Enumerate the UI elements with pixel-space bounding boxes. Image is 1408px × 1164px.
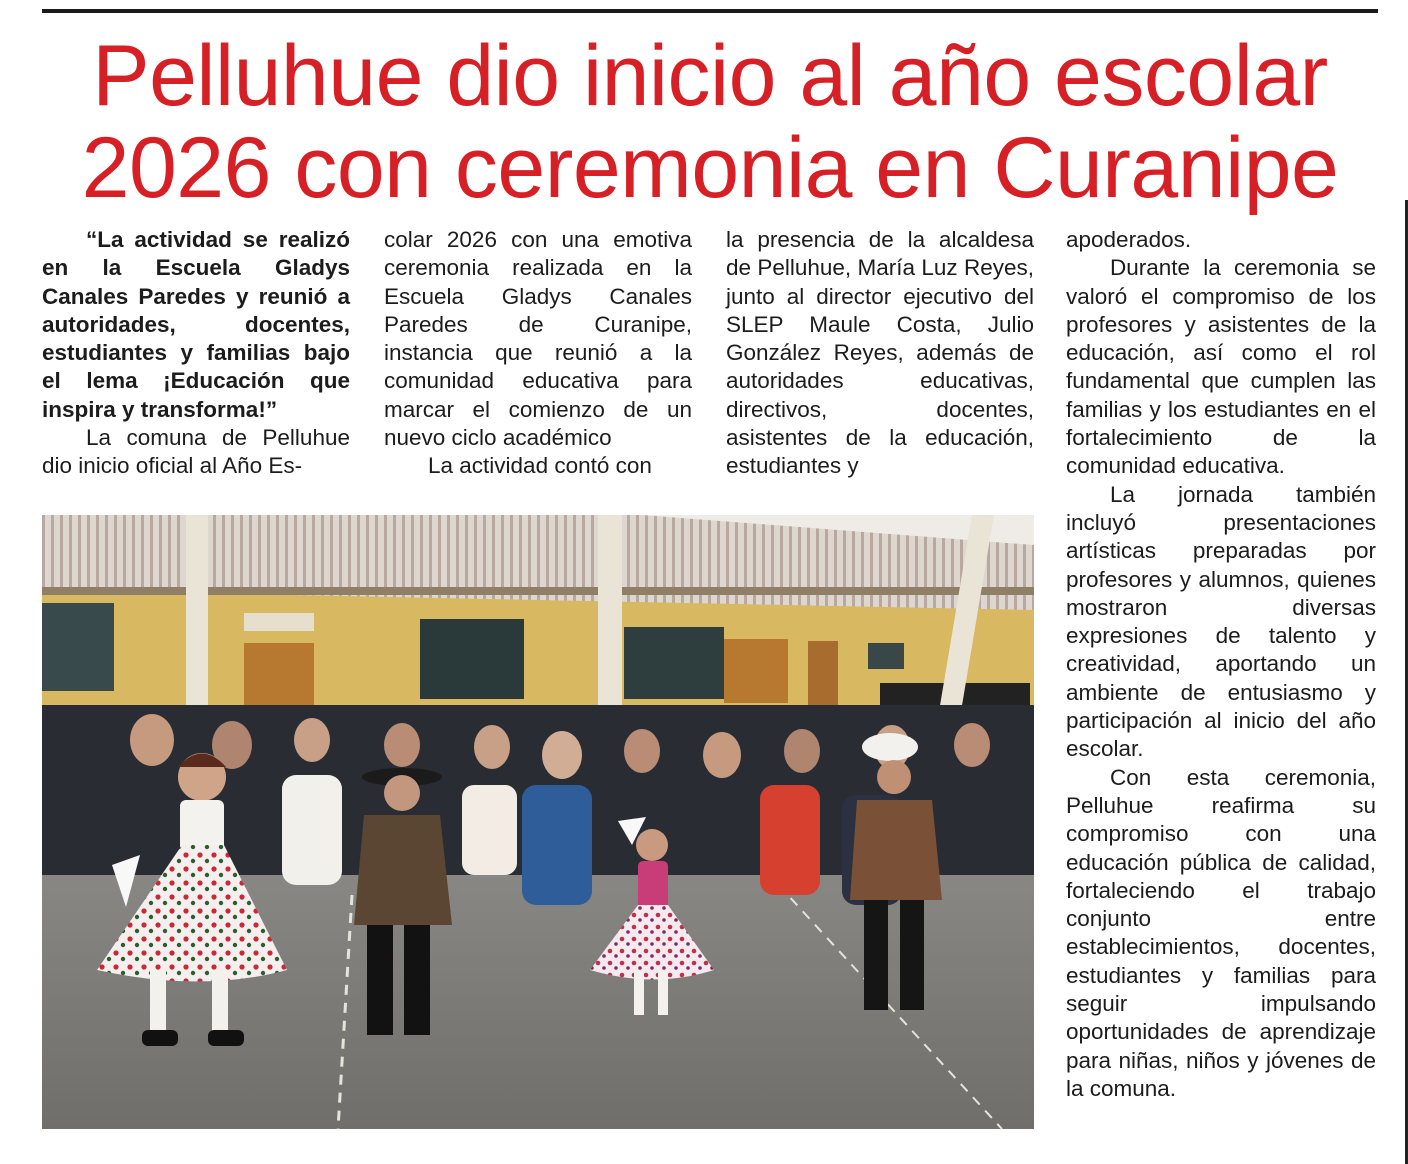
ceremony-photo [42, 515, 1034, 1129]
body-paragraph: la presencia de la alcaldesa de Pelluhue, María Luz Reyes, junto al director ejecutivo del SLEP Maule Costa, Julio González Reyes, además de autoridades educativas, directivos, docentes, asistentes de la educación, estudiantes y [726, 227, 1034, 479]
column-1 [42, 226, 350, 481]
body-paragraph: La comuna de Pelluhue dio inicio oficial al Año Es- [42, 425, 350, 479]
article-headline: Pelluhue dio inicio al año escolar 2026 con ceremonia en Curanipe [81, 28, 1339, 216]
column-2 [384, 226, 692, 481]
column-4 [1066, 226, 1376, 1103]
column-3 [726, 226, 1034, 481]
body-paragraph: Con esta ceremonia, Pelluhue reafirma su compromiso con una educación pública de calidad, fortaleciendo el trabajo conjunto entre establecimientos, docentes, estudiantes y familias para seguir impulsando oportunidades de aprendizaje para niñas, niños y jóvenes de la comuna. [1066, 764, 1376, 1101]
top-rule [42, 9, 1378, 13]
body-paragraph: apoderados. [1066, 227, 1192, 252]
body-paragraph: La jornada también incluyó presentaciones artísticas preparadas por profesores y alumnos, quienes mostraron diversas expresiones de talento y creatividad, aportando un ambiente de entusiasmo y participación al inicio del año escolar. [1066, 481, 1376, 762]
body-paragraph: Durante la ceremonia se valoró el compromiso de los profesores y asistentes de la educación, así como el rol fundamental que cumplen las familias y los estudiantes en el fortalecimiento de la comunidad educativa. [1066, 255, 1376, 479]
lede-quote: “La actividad se realizó en la Escuela Gladys Canales Paredes y reunió a autoridades, docentes, estudiantes y familias bajo el lema ¡Educación que inspira y transforma!” [42, 227, 350, 422]
body-paragraph: colar 2026 con una emotiva ceremonia realizada en la Escuela Gladys Canales Paredes de Curanipe, instancia que reunió a la comunidad educativa para marcar el comienzo de un nuevo ciclo académico [384, 227, 692, 451]
body-paragraph: La actividad contó con [428, 453, 652, 479]
